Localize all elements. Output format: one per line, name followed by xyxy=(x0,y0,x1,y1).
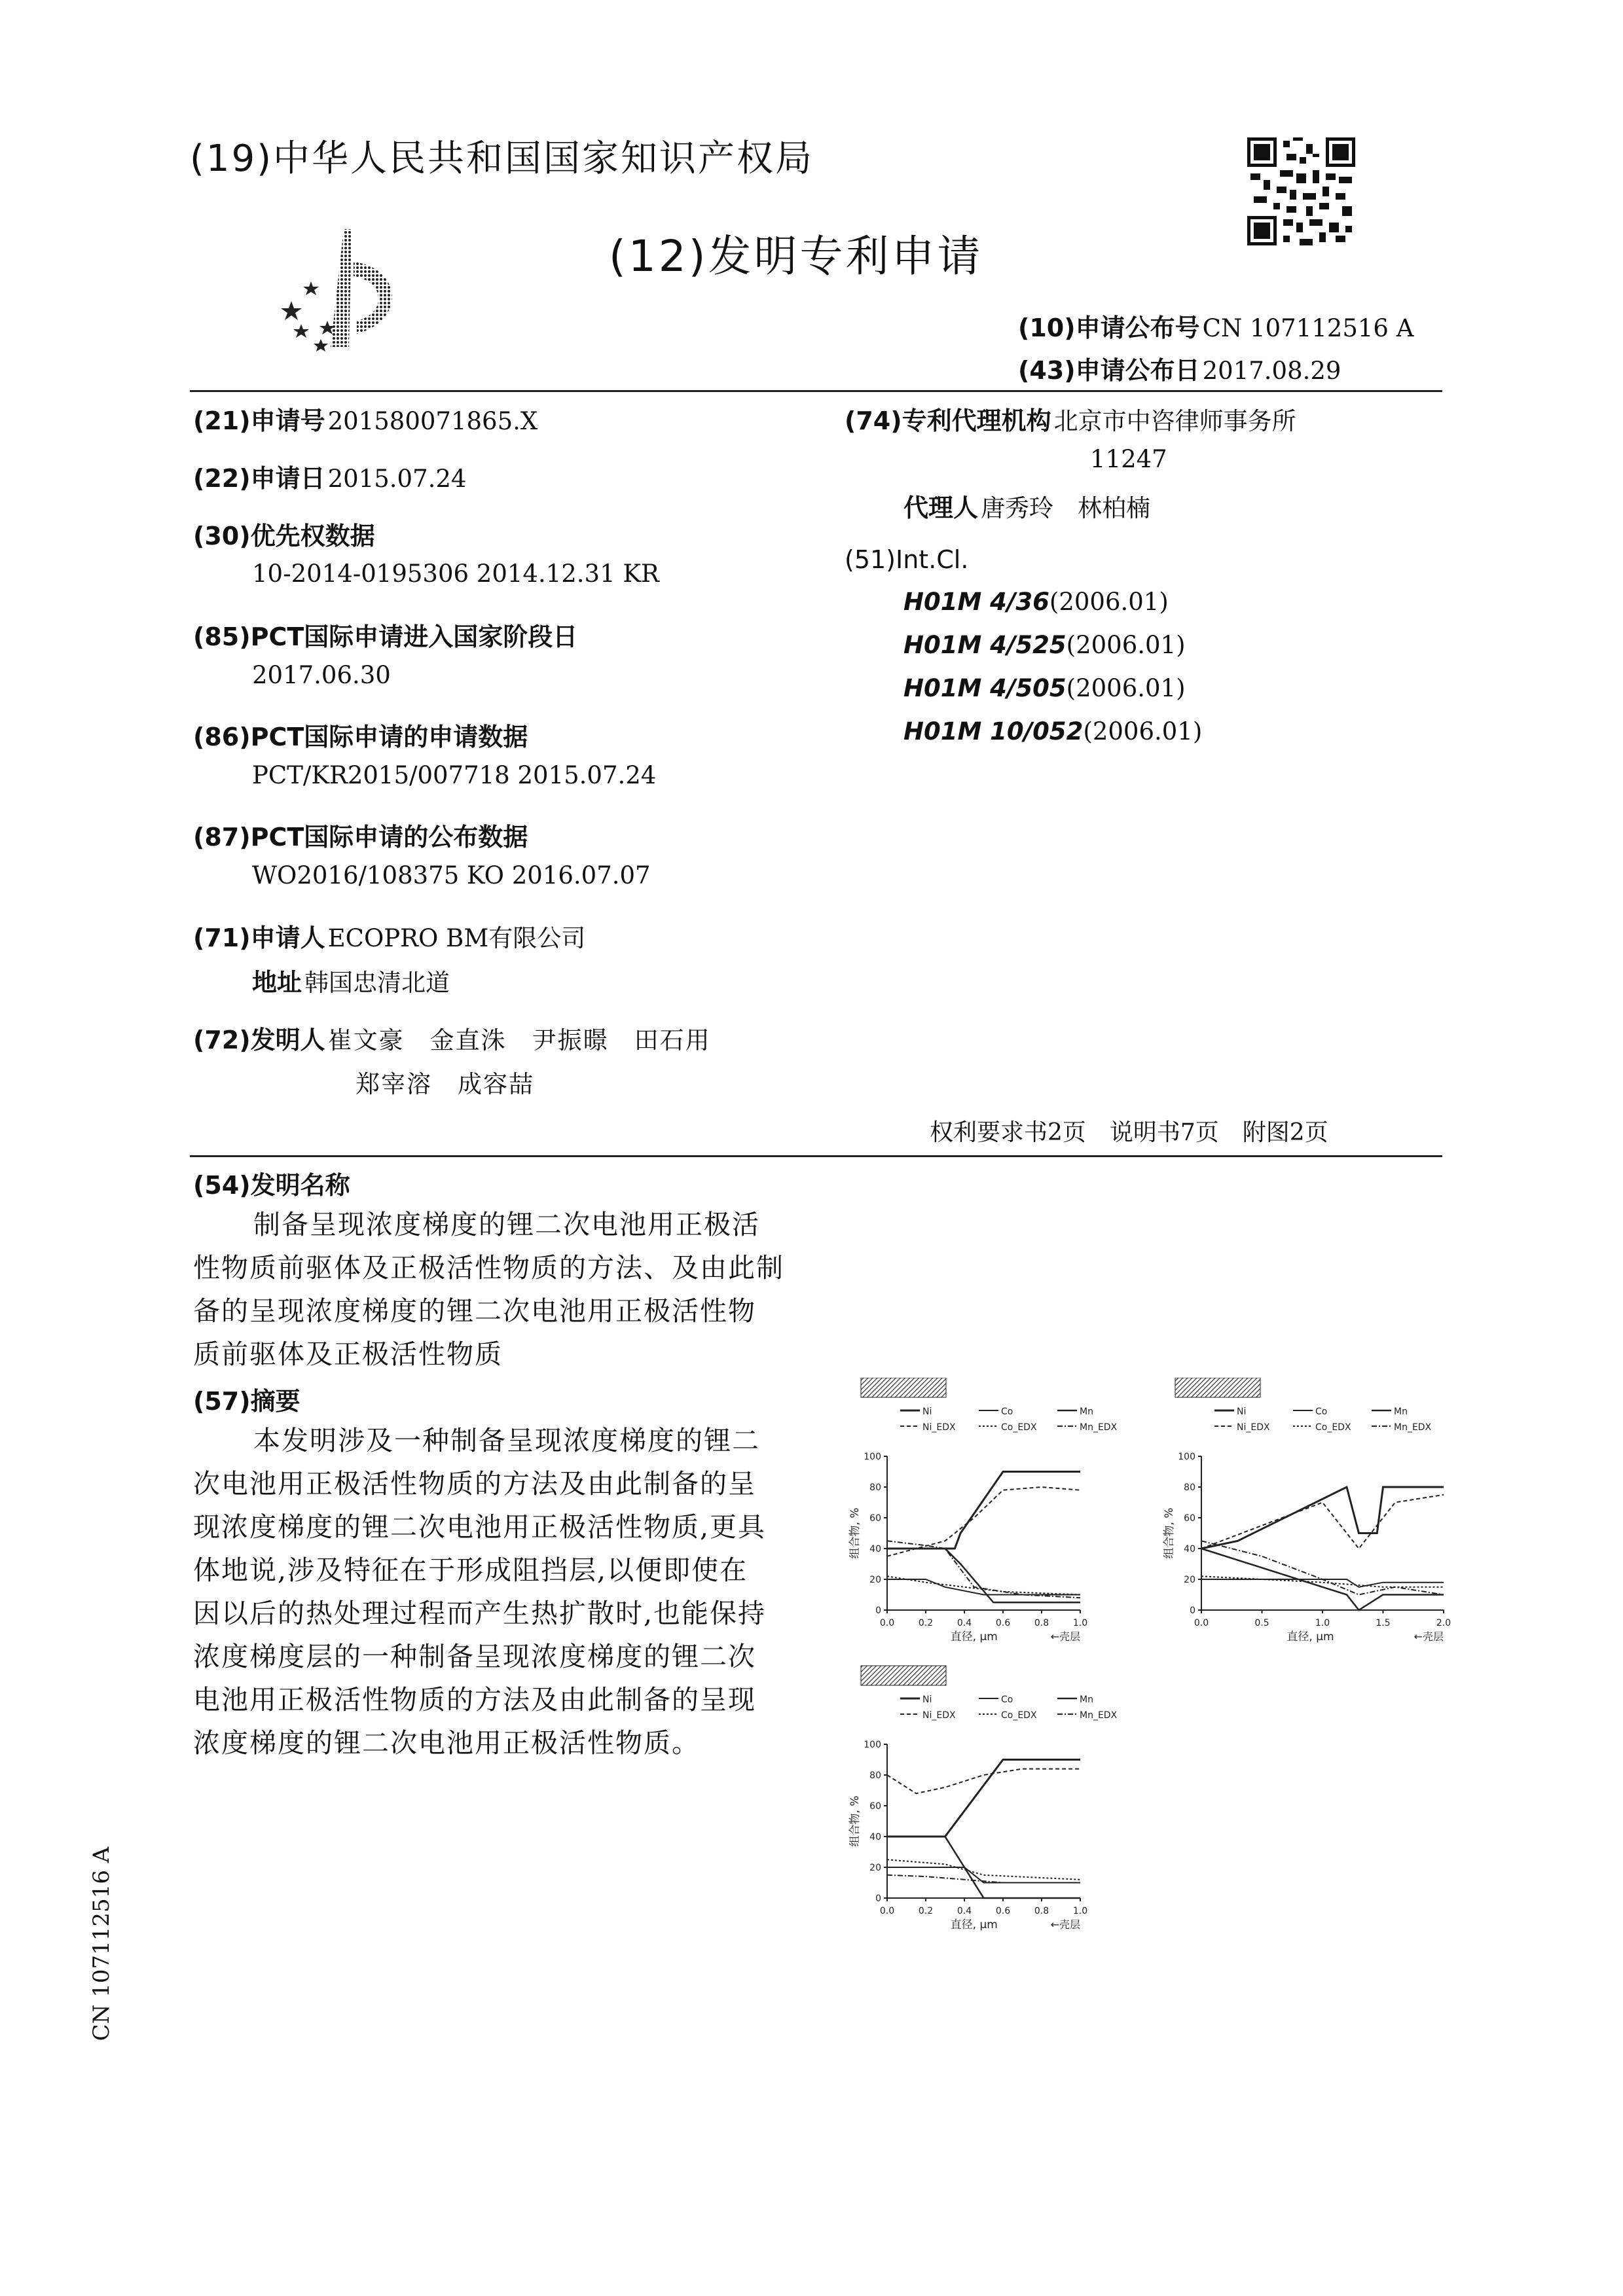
shell-label: ←壳层 xyxy=(1050,1630,1080,1643)
y-tick-label: 100 xyxy=(864,1740,881,1750)
y-tick-label: 0 xyxy=(875,1605,881,1616)
legend-label: Mn_EDX xyxy=(1080,1422,1118,1433)
y-tick-label: 60 xyxy=(869,1513,881,1524)
y-tick-label: 0 xyxy=(875,1893,881,1904)
intcl-label: (51)Int.Cl. xyxy=(845,545,969,574)
legend-label: Co_EDX xyxy=(1001,1710,1037,1721)
pct-entry-label: (85)PCT国际申请进入国家阶段日 xyxy=(193,622,578,651)
legend-label: Co_EDX xyxy=(1315,1422,1351,1433)
pct-entry-date: 2017.06.30 xyxy=(252,661,391,689)
pct-application-data: PCT/KR2015/007718 2015.07.24 xyxy=(252,761,657,789)
publication-number-label: (10)申请公布号 xyxy=(1018,314,1200,342)
y-tick-label: 20 xyxy=(869,1575,881,1585)
x-axis-title: 直径, μm xyxy=(1286,1630,1334,1643)
x-tick-label: 0.0 xyxy=(879,1618,895,1628)
x-tick-label: 0.8 xyxy=(1034,1906,1049,1916)
legend-label: Ni_EDX xyxy=(922,1710,956,1721)
chart-tag-box xyxy=(861,1666,946,1685)
shell-label: ←壳层 xyxy=(1413,1630,1444,1643)
series-line-co xyxy=(887,1579,1080,1595)
abstract-line: 浓度梯度层的一种制备呈现浓度梯度的锂二次 xyxy=(193,1641,756,1672)
composition-chart-b xyxy=(1163,1378,1451,1643)
legend-label: Mn_EDX xyxy=(1394,1422,1432,1433)
cnipa-logo xyxy=(265,223,416,353)
y-tick-label: 40 xyxy=(1184,1544,1195,1554)
x-tick-label: 0.6 xyxy=(995,1906,1011,1916)
invention-title xyxy=(193,1203,795,1376)
pct-publication-label: (87)PCT国际申请的公布数据 xyxy=(193,823,528,852)
x-tick-label: 0.0 xyxy=(879,1906,895,1916)
y-tick-label: 40 xyxy=(869,1544,881,1554)
abstract-line: 浓度梯度的锂二次电池用正极活性物质。 xyxy=(193,1727,700,1759)
x-tick-label: 0.5 xyxy=(1254,1618,1269,1628)
office-name: (19)中华人民共和国国家知识产权局 xyxy=(190,137,814,180)
page-counts: 权利要求书2页 说明书7页 附图2页 xyxy=(930,1119,1328,1146)
pct-application-label: (86)PCT国际申请的申请数据 xyxy=(193,723,528,751)
biblio-divider xyxy=(190,1155,1442,1157)
legend-label: Mn xyxy=(1080,1695,1093,1705)
priority-label: (30)优先权数据 xyxy=(193,522,375,550)
title-label: (54)发明名称 xyxy=(193,1171,350,1200)
abstract-line: 次电池用正极活性物质的方法及由此制备的呈 xyxy=(193,1468,756,1499)
application-number: 201580071865.X xyxy=(327,407,538,435)
legend-label: Co xyxy=(1001,1407,1013,1417)
legend-label: Ni_EDX xyxy=(1237,1422,1270,1433)
inventors-line-2: 郑宰溶 成容喆 xyxy=(356,1070,534,1098)
classification-row: H01M 10/052(2006.01) xyxy=(903,717,1203,745)
abstract-label: (57)摘要 xyxy=(193,1387,301,1416)
x-tick-label: 0.4 xyxy=(957,1906,972,1916)
abstract-line: 体地说,涉及特征在于形成阻挡层,以便即使在 xyxy=(193,1554,748,1586)
legend-label: Ni xyxy=(922,1695,932,1705)
classification-row: H01M 4/525(2006.01) xyxy=(903,631,1186,659)
legend-label: Co xyxy=(1001,1695,1013,1705)
legend-label: Co_EDX xyxy=(1001,1422,1037,1433)
abstract-line: 因以后的热处理过程而产生热扩散时,也能保持 xyxy=(193,1598,767,1629)
agency: 北京市中咨律师事务所 xyxy=(1053,407,1296,435)
abstract-line: 本发明涉及一种制备呈现浓度梯度的锂二 xyxy=(253,1425,760,1456)
x-tick-label: 0.4 xyxy=(957,1618,972,1628)
y-tick-label: 20 xyxy=(1184,1575,1195,1585)
x-axis-title: 直径, μm xyxy=(950,1630,998,1643)
publication-date-label: (43)申请公布日 xyxy=(1018,356,1200,385)
series-line-ni-edx xyxy=(887,1487,1080,1556)
address-label: 地址 xyxy=(252,968,302,997)
application-date: 2015.07.24 xyxy=(327,465,467,493)
title-line: 性物质前驱体及正极活性物质的方法、及由此制 xyxy=(193,1252,784,1283)
pct-publication-data: WO2016/108375 KO 2016.07.07 xyxy=(252,861,651,889)
y-tick-label: 80 xyxy=(869,1482,881,1493)
abstract-line: 电池用正极活性物质的方法及由此制备的呈现 xyxy=(193,1684,756,1715)
y-tick-label: 80 xyxy=(869,1770,881,1781)
address: 韩国忠清北道 xyxy=(304,969,450,997)
publication-date: 2017.08.29 xyxy=(1202,357,1341,385)
classification-row: H01M 4/36(2006.01) xyxy=(903,588,1169,616)
x-tick-label: 0.2 xyxy=(918,1618,934,1628)
y-tick-label: 40 xyxy=(869,1832,881,1842)
x-axis-title: 直径, μm xyxy=(950,1918,998,1931)
x-tick-label: 0.2 xyxy=(918,1906,934,1916)
y-axis-title: 组合物, % xyxy=(848,1507,862,1559)
y-tick-label: 100 xyxy=(864,1452,881,1462)
series-line-ni xyxy=(887,1472,1080,1549)
y-tick-label: 80 xyxy=(1184,1482,1195,1493)
side-publication-number: CN 107112516 A xyxy=(88,1846,115,2041)
x-tick-label: 0.6 xyxy=(995,1618,1011,1628)
y-axis-title: 组合物, % xyxy=(1163,1507,1176,1559)
composition-chart-c xyxy=(848,1666,1118,1931)
legend-label: Ni xyxy=(1237,1407,1247,1417)
legend-label: Mn xyxy=(1394,1407,1408,1417)
legend-label: Ni xyxy=(922,1407,932,1417)
y-axis-title: 组合物, % xyxy=(848,1795,862,1847)
classification-list xyxy=(903,588,1202,761)
title-line: 制备呈现浓度梯度的锂二次电池用正极活 xyxy=(253,1209,760,1240)
series-line-co-edx xyxy=(1201,1576,1444,1587)
y-tick-label: 100 xyxy=(1178,1452,1195,1462)
y-tick-label: 20 xyxy=(869,1863,881,1873)
y-tick-label: 60 xyxy=(1184,1513,1195,1524)
series-line-ni-edx xyxy=(887,1769,1080,1794)
series-line-ni xyxy=(887,1760,1080,1837)
chart-tag-box xyxy=(1175,1378,1260,1397)
x-tick-label: 1.0 xyxy=(1072,1618,1088,1628)
abstract-line: 现浓度梯度的锂二次电池用正极活性物质,更具 xyxy=(193,1511,767,1543)
agency-label: (74)专利代理机构 xyxy=(845,406,1051,435)
publication-number: CN 107112516 A xyxy=(1202,314,1414,342)
x-tick-label: 0.0 xyxy=(1194,1618,1209,1628)
applicant: ECOPRO BM有限公司 xyxy=(327,924,586,952)
application-date-label: (22)申请日 xyxy=(193,464,325,493)
header-divider xyxy=(190,390,1442,392)
agents: 唐秀玲 林柏楠 xyxy=(981,494,1151,522)
applicant-label: (71)申请人 xyxy=(193,924,325,952)
series-line-ni xyxy=(1201,1487,1444,1549)
x-tick-label: 1.0 xyxy=(1072,1906,1088,1916)
priority-data: 10-2014-0195306 2014.12.31 KR xyxy=(252,560,659,588)
chart-tag-box xyxy=(861,1378,946,1397)
y-tick-label: 0 xyxy=(1190,1605,1195,1616)
inventors-label: (72)发明人 xyxy=(193,1026,325,1054)
legend-label: Mn xyxy=(1080,1407,1093,1417)
classification-row: H01M 4/505(2006.01) xyxy=(903,674,1186,702)
shell-label: ←壳层 xyxy=(1050,1918,1080,1931)
application-number-label: (21)申请号 xyxy=(193,406,325,435)
series-line-co xyxy=(1201,1579,1444,1587)
agency-code: 11247 xyxy=(1090,445,1167,473)
legend-label: Ni_EDX xyxy=(922,1422,956,1433)
abstract-figure xyxy=(845,1378,1467,1941)
y-tick-label: 60 xyxy=(869,1801,881,1812)
title-line: 备的呈现浓度梯度的锂二次电池用正极活性物 xyxy=(193,1295,756,1327)
document-type: (12)发明专利申请 xyxy=(609,231,983,281)
legend-label: Mn_EDX xyxy=(1080,1710,1118,1721)
x-tick-label: 2.0 xyxy=(1436,1618,1451,1628)
legend-label: Co xyxy=(1315,1407,1328,1417)
inventors-line-1: 崔文豪 金直洙 尹振暻 田石用 xyxy=(327,1026,711,1054)
title-line: 质前驱体及正极活性物质 xyxy=(193,1338,503,1370)
qr-code xyxy=(1247,137,1355,245)
x-tick-label: 0.8 xyxy=(1034,1618,1049,1628)
abstract-body xyxy=(193,1419,795,1765)
x-tick-label: 1.5 xyxy=(1376,1618,1391,1628)
agent-label: 代理人 xyxy=(903,493,979,522)
composition-chart-a xyxy=(848,1378,1118,1643)
x-tick-label: 1.0 xyxy=(1315,1618,1330,1628)
